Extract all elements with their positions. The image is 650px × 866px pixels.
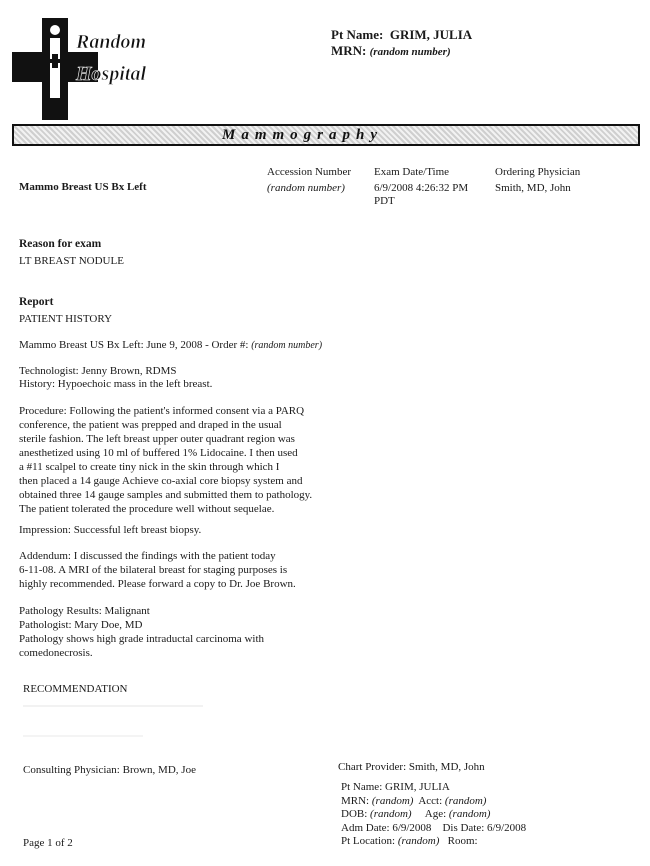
procedure-line: Procedure: Following the patient's informed consent via a PARQ [19,405,305,417]
logo-text-random: Random [76,31,147,53]
footer-dob-value: (random) [370,808,412,820]
footer-acct-value: (random) [444,794,487,807]
pathology-line: Pathology shows high grade intraductal carcinoma with [19,633,264,645]
pathology-section [19,604,349,660]
footer-dob-label: DOB: [341,808,368,820]
procedure-line: anesthetized using 10 ml of buffered 1% Lidocaine. I then used [19,447,298,459]
footer-location-label: Pt Location: [341,835,396,847]
hospital-logo [12,18,154,120]
exam-datetime-label: Exam Date/Time [374,166,450,178]
order-line-text: Mammo Breast US Bx Left: June 9, 2008 - [19,339,212,351]
procedure-line: The patient tolerated the procedure well without sequelae. [19,503,275,515]
mammography-banner [12,124,640,146]
footer-dis-date: Dis Date: 6/9/2008 [442,821,527,834]
footer-location-value: (random) [397,835,440,847]
procedure-paragraph [19,404,349,516]
order-number: (random number) [251,340,323,351]
recommendation-heading: RECOMMENDATION [23,683,128,695]
addendum-line: highly recommended. Please forward a copy to Dr. Joe Brown. [19,578,296,590]
ordering-physician-value: Smith, MD, John [495,182,571,194]
pt-name-value: GRIM, JULIA [389,27,473,42]
accession-label: Accession Number [267,166,352,178]
footer-acct-label: Acct: [418,794,443,807]
footer-dates-row [341,822,526,836]
footer-age-label: Age: [424,808,447,820]
footer-mrn-row [341,795,526,809]
exam-timezone: PDT [374,195,395,207]
procedure-line: a #11 scalpel to create tiny nick in the skin through which I [19,461,280,473]
footer-room-label: Room: [447,835,478,847]
pt-name-label: Pt Name: [331,27,384,42]
exam-datetime-value: 6/9/2008 4:26:32 PM [374,182,469,194]
procedure-line: then placed a 14 gauge Achieve co-axial core biopsy system and [19,475,303,487]
pathology-line: comedonecrosis. [19,647,93,659]
addendum-paragraph [19,549,349,591]
footer-age-value: (random) [448,808,491,820]
scan-artifact [23,735,143,737]
ordering-physician-label: Ordering Physician [495,166,581,178]
addendum-line: 6-11-08. A MRI of the bilateral breast for staging purposes is [19,564,288,576]
mrn-value: (random number) [369,46,451,58]
procedure-line: sterile fashion. The left breast upper outer quadrant region was [19,433,295,445]
footer-location-row [341,835,526,849]
impression: Impression: Successful left breast biopsy. [19,524,202,536]
page-number: Page 1 of 2 [23,837,73,849]
addendum-line: Addendum: I discussed the findings with the patient today [19,550,276,562]
banner-title: Mammography [222,127,384,143]
procedure-line: conference, the patient was prepped and draped in the usual [19,419,282,431]
patient-history-heading: PATIENT HISTORY [19,313,113,325]
chart-provider: Chart Provider: Smith, MD, John [338,761,485,773]
pathology-results: Pathology Results: Malignant [19,605,150,617]
report-heading: Report [19,296,54,308]
pathologist: Pathologist: Mary Doe, MD [19,619,143,631]
scan-artifact [23,705,203,707]
footer-mrn-label: MRN: [341,794,370,807]
reason-heading: Reason for exam [19,238,102,250]
footer-dob-row [341,808,526,822]
order-line [19,338,322,353]
footer-pt-name: Pt Name: GRIM, JULIA [341,781,450,793]
logo-text-hospital: Hospital [76,63,147,85]
patient-header [331,27,472,60]
order-label: Order #: [211,339,249,351]
footer-adm-date: Adm Date: 6/9/2008 [341,821,432,834]
mrn-label: MRN: [331,43,367,58]
accession-value: (random number) [267,182,345,194]
procedure-line: obtained three 14 gauge samples and submitted them to pathology. [19,489,313,501]
footer-patient-block [341,781,526,849]
footer-mrn-value: (random) [371,794,414,807]
exam-procedure: Mammo Breast US Bx Left [19,181,147,193]
history: History: Hypoechoic mass in the left breast. [19,378,213,390]
consulting-physician: Consulting Physician: Brown, MD, Joe [23,764,196,776]
reason-text: LT BREAST NODULE [19,255,124,267]
technologist: Technologist: Jenny Brown, RDMS [19,365,177,377]
